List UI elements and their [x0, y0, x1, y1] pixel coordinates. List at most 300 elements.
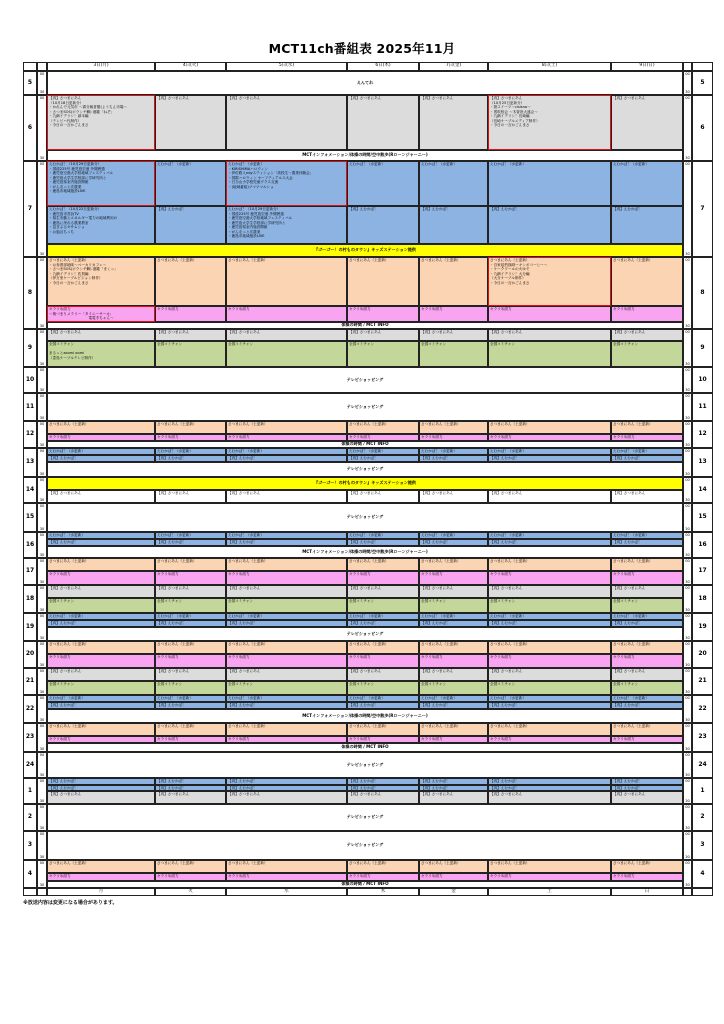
- hour-label-right: 1: [692, 778, 713, 804]
- program-cell[interactable]: えむかぱ！（水更新）: [419, 532, 488, 539]
- program-cell[interactable]: キラリ氷面力: [47, 571, 155, 585]
- program-cell[interactable]: さつまにあん（土更新）: [47, 860, 155, 873]
- footer-blank-minute: [37, 888, 47, 896]
- program-cell[interactable]: さつまにあん（土更新）: [347, 257, 419, 306]
- program-cell[interactable]: さつまにあん（土更新）: [155, 558, 226, 571]
- program-cell[interactable]: キラリ氷面力: [611, 736, 683, 743]
- program-cell[interactable]: えむかぱ！（水更新）: [419, 695, 488, 702]
- hour-label-left: 18: [23, 585, 37, 613]
- program-cell[interactable]: えむかぱ！（水更新）: [419, 448, 488, 455]
- program-cell[interactable]: キラリ氷面力: [419, 571, 488, 585]
- program-cell[interactable]: えむかぱ！（水更新）: [155, 161, 226, 206]
- minute-30: 30: [39, 90, 45, 94]
- program-cell[interactable]: 全国コミチャン: [488, 598, 611, 613]
- minute-30: 30: [39, 718, 45, 722]
- program-cell[interactable]: 【再】えむかぱ！: [155, 702, 226, 709]
- program-cell[interactable]: 【再】えむかぱ！: [155, 455, 226, 462]
- program-cell[interactable]: さつまにあん（土更新）: [611, 421, 683, 434]
- program-cell[interactable]: 【再】さつまにあん: [155, 95, 226, 150]
- program-cell[interactable]: えむかぱ！（水更新）: [419, 613, 488, 620]
- program-cell[interactable]: えむかぱ！（水更新）: [611, 161, 683, 206]
- program-cell[interactable]: 【再】えむかぱ！: [419, 620, 488, 627]
- program-cell[interactable]: 【再】さつまにあん: [347, 490, 419, 503]
- program-cell[interactable]: えむかぱ！（水更新）: [226, 532, 347, 539]
- program-cell[interactable]: さつまにあん（土更新）: [611, 723, 683, 736]
- program-cell[interactable]: さつまにあん（土更新）: [155, 723, 226, 736]
- program-cell[interactable]: 【再】えむかぱ！: [226, 620, 347, 627]
- program-cell[interactable]: 【再】さつまにあん: [347, 95, 419, 150]
- program-cell[interactable]: さつまにあん（土更新）: [488, 421, 611, 434]
- hour-label-left: 2: [23, 804, 37, 831]
- program-cell[interactable]: えむかぱ！（水更新）: [347, 613, 419, 620]
- program-cell[interactable]: さつまにあん（土更新）: [419, 723, 488, 736]
- program-cell[interactable]: 【再】えむかぱ！: [347, 778, 419, 785]
- program-cell[interactable]: 【再】さつまにあん: [488, 585, 611, 598]
- program-block-wide[interactable]: テレビショッピング: [47, 627, 683, 641]
- program-cell[interactable]: 全国コミチャン: [347, 681, 419, 695]
- program-block-wide[interactable]: 『ゴーゴー！の村ものタウン』キッズステーション提供: [47, 244, 683, 257]
- program-cell[interactable]: 【再】さつまにあん （10月18日更新分） ・かれんで元気市 〜霧分朝倉酪(ようちん市場〜 ・さつまSOS(ボランチ鯛) 港籠「ねぞ」 ・九網イデリシ！副本編 （テレビハ代制作） ・今日の一言かごんまさ: [47, 95, 155, 150]
- program-cell[interactable]: 【再】さつまにあん: [47, 329, 155, 341]
- program-cell[interactable]: えむかぱ！（水更新）: [488, 448, 611, 455]
- program-cell[interactable]: 【再】えむかぱ！: [347, 620, 419, 627]
- program-cell[interactable]: 【再】えむかぱ！: [488, 455, 611, 462]
- program-cell[interactable]: 全国コミチャン: [419, 598, 488, 613]
- day-header: 8日(土): [488, 62, 611, 71]
- program-cell[interactable]: さつまにあん（土更新）: [611, 558, 683, 571]
- program-cell[interactable]: さつまにあん（土更新） ・お寿倶部地味〜ベーカリカフェ〜 ・さつまSOS(ボランチ鯛) 港籠「まくっ」 ・九網イデリシ！佐賀編 （伊万里ケーブルビジョン制作） ・今日の一言かごんまさ: [47, 257, 155, 306]
- program-cell[interactable]: えむかぱ！（水更新）: [226, 448, 347, 455]
- program-cell[interactable]: 【再】さつまにあん: [47, 490, 155, 503]
- program-cell[interactable]: 【再】さつまにあん: [47, 668, 155, 681]
- minute-30: 30: [39, 636, 45, 640]
- program-cell[interactable]: 【再】えむかぱ！: [419, 778, 488, 785]
- program-cell[interactable]: キラリ氷面力: [347, 571, 419, 585]
- minute-30: 30: [39, 773, 45, 777]
- program-cell[interactable]: さつまにあん（土更新）: [226, 257, 347, 306]
- hour-label-left: 17: [23, 558, 37, 585]
- program-cell[interactable]: キラリ氷面力: [226, 873, 347, 881]
- program-block-wide[interactable]: テレビショッピング: [47, 752, 683, 778]
- program-cell[interactable]: キラリ氷面力: [419, 306, 488, 322]
- program-block-wide[interactable]: テレビショッピング: [47, 831, 683, 860]
- program-cell[interactable]: さつまにあん（土更新）: [488, 558, 611, 571]
- program-cell[interactable]: 【再】えむかぱ！: [419, 702, 488, 709]
- minute-00: 00: [685, 724, 690, 728]
- program-cell[interactable]: さつまにあん（土更新）: [226, 860, 347, 873]
- hour-label-right: 22: [692, 695, 713, 723]
- program-cell[interactable]: さつまにあん（土更新）: [419, 257, 488, 306]
- program-cell[interactable]: 全国コミチャン: [488, 341, 611, 367]
- program-block-wide[interactable]: 体操の時間 / MCT INFO: [47, 322, 683, 329]
- minute-column-right: [683, 367, 692, 393]
- program-cell[interactable]: えむかぱ！（水更新）: [47, 613, 155, 620]
- footer-blank-minute-right: [683, 888, 692, 896]
- program-cell[interactable]: さつまにあん（土更新）: [611, 257, 683, 306]
- program-cell[interactable]: キラリ氷面力: [419, 654, 488, 668]
- program-cell[interactable]: 【再】さつまにあん: [488, 791, 611, 804]
- program-cell[interactable]: えむかぱ！（水更新）: [347, 695, 419, 702]
- program-cell[interactable]: 【再】さつまにあん: [611, 585, 683, 598]
- program-cell[interactable]: 【再】えむかぱ！: [419, 539, 488, 546]
- program-cell[interactable]: さつまにあん（土更新）: [611, 860, 683, 873]
- program-block-wide[interactable]: MCTインフォメーション/体操の時間/空中散歩(Rローンジャーニー): [47, 546, 683, 558]
- program-cell[interactable]: さつまにあん（土更新）: [347, 421, 419, 434]
- minute-00: 00: [685, 805, 690, 809]
- program-cell[interactable]: キラリ氷面力: [611, 434, 683, 441]
- program-cell[interactable]: えむかぱ！（水更新）: [488, 613, 611, 620]
- program-cell[interactable]: 【再】えむかぱ！: [226, 539, 347, 546]
- program-cell[interactable]: 【再】さつまにあん: [347, 329, 419, 341]
- program-cell[interactable]: 【再】えむかぱ！: [47, 785, 155, 791]
- program-cell[interactable]: 【再】えむかぱ！: [347, 206, 419, 244]
- minute-30: 30: [39, 498, 45, 502]
- hour-label-right: 2: [692, 804, 713, 831]
- minute-column-left: [37, 641, 47, 668]
- minute-column-left: [37, 860, 47, 888]
- program-cell[interactable]: 【再】えむかぱ！: [226, 702, 347, 709]
- program-cell[interactable]: 【再】えむかぱ！: [611, 620, 683, 627]
- program-cell[interactable]: 全国コミチャン: [611, 341, 683, 367]
- minute-30: 30: [685, 799, 690, 803]
- program-cell[interactable]: 【再】えむかぱ！: [155, 620, 226, 627]
- program-cell[interactable]: 【再】えむかぱ！: [611, 785, 683, 791]
- program-cell[interactable]: 全国コミチャン: [155, 341, 226, 367]
- program-block-wide[interactable]: テレビショッピング: [47, 393, 683, 421]
- program-cell[interactable]: キラリ氷面力: [155, 434, 226, 441]
- program-cell[interactable]: キラリ氷面力: [488, 571, 611, 585]
- program-cell[interactable]: 【再】えむかぱ！: [488, 702, 611, 709]
- program-block-wide[interactable]: 体操の時間 / MCT INFO: [47, 743, 683, 752]
- minute-00: 00: [685, 72, 690, 76]
- minute-00: 00: [39, 422, 45, 426]
- program-cell[interactable]: 【再】えむかぱ！: [488, 785, 611, 791]
- program-cell[interactable]: さつまにあん（土更新）: [155, 421, 226, 434]
- minute-30: 30: [39, 416, 45, 420]
- program-cell[interactable]: 【再】えむかぱ！: [347, 702, 419, 709]
- day-header: 3日(月): [47, 62, 155, 71]
- program-cell[interactable]: さつまにあん（土更新）: [419, 860, 488, 873]
- program-cell[interactable]: 【再】えむかぱ！: [611, 778, 683, 785]
- program-cell[interactable]: さつまにあん（土更新）: [488, 641, 611, 654]
- program-cell[interactable]: キラリ氷面力: [47, 873, 155, 881]
- program-cell[interactable]: さつまにあん（土更新）: [347, 558, 419, 571]
- program-cell[interactable]: えむかぱ！（水更新）: [155, 532, 226, 539]
- program-cell[interactable]: 全国コミチャン: [419, 681, 488, 695]
- program-cell[interactable]: 【再】さつまにあん: [47, 585, 155, 598]
- program-cell[interactable]: 【再】えむかぱ！: [47, 620, 155, 627]
- program-cell[interactable]: キラリ氷面力: [47, 654, 155, 668]
- program-cell[interactable]: さつまにあん（土更新）: [47, 421, 155, 434]
- program-cell[interactable]: キラリ氷面力: [488, 736, 611, 743]
- minute-30: 30: [39, 388, 45, 392]
- program-cell[interactable]: えむかぱ！（水更新）: [611, 695, 683, 702]
- program-cell[interactable]: キラリ氷面力: [488, 434, 611, 441]
- program-cell[interactable]: さつまにあん（土更新）: [488, 723, 611, 736]
- minute-column-right: [683, 448, 692, 477]
- program-cell[interactable]: えむかぱ！（10月29日更新分） ・国道225号 鹿児島空港 外側囲通 ・鹿児島空港大学校地域フェスティバル ・鹿児島大学生学校部に学研究所と ・鹿児島県室内施設開館 ・がん走っと次農業 ・鹿島市地域施設LIVE: [47, 161, 155, 206]
- program-cell[interactable]: 【再】えむかぱ！: [611, 702, 683, 709]
- program-cell[interactable]: 【再】さつまにあん: [419, 585, 488, 598]
- program-cell[interactable]: 【再】えむかぱ！: [611, 539, 683, 546]
- program-cell[interactable]: 【再】さつまにあん: [226, 791, 347, 804]
- program-cell[interactable]: 【再】さつまにあん: [155, 329, 226, 341]
- program-cell[interactable]: さつまにあん（土更新）: [47, 558, 155, 571]
- program-cell[interactable]: 【再】えむかぱ！: [488, 539, 611, 546]
- minute-30: 30: [685, 527, 690, 531]
- program-cell[interactable]: 全国コミチャン: [155, 598, 226, 613]
- program-cell[interactable]: えむかぱ！（水更新）: [611, 532, 683, 539]
- program-cell[interactable]: キラリ氷面力: [611, 306, 683, 322]
- program-cell[interactable]: キラリ氷面力: [419, 434, 488, 441]
- program-cell[interactable]: キラリ氷面力: [611, 571, 683, 585]
- program-cell[interactable]: 【再】さつまにあん: [155, 490, 226, 503]
- program-cell[interactable]: えむかぱ！（水更新）: [47, 695, 155, 702]
- program-cell[interactable]: 【再】えむかぱ！: [488, 206, 611, 244]
- program-cell[interactable]: さつまにあん（土更新）: [488, 860, 611, 873]
- program-cell[interactable]: さつまにあん（土更新）: [419, 641, 488, 654]
- program-cell[interactable]: さつまにあん（土更新）: [226, 558, 347, 571]
- program-cell[interactable]: えむかぱ！（水更新）: [226, 695, 347, 702]
- program-block-wide[interactable]: テレビショッピング: [47, 367, 683, 393]
- program-cell[interactable]: キラリ氷面力: [347, 736, 419, 743]
- program-block-wide[interactable]: えんてれ: [47, 71, 683, 95]
- program-cell[interactable]: 【再】えむかぱ！: [155, 778, 226, 785]
- program-cell[interactable]: えむかぱ！（水更新） ・KIRISHIMAハロウィン ・伊佐路入ndyスティション「高校生〜農業体験会」 ・国際ハロウィン セーフティアルス大会 ・日当山小学校児童グラス交流 ・(地域番組)ツマツマルショ: [226, 161, 347, 206]
- program-cell[interactable]: えむかぱ！（水更新）: [47, 532, 155, 539]
- program-cell[interactable]: えむかぱ！（水更新）: [488, 695, 611, 702]
- program-cell[interactable]: 全国コミチャン: [226, 598, 347, 613]
- program-cell[interactable]: キラリ氷面力: [226, 654, 347, 668]
- program-cell[interactable]: 全国コミチャン: [226, 681, 347, 695]
- program-cell[interactable]: 全国コミチャン まるっとzoomi oomi （豊島ケーブルテレビ制作）: [47, 341, 155, 367]
- program-cell[interactable]: キラリ氷面力: [155, 873, 226, 881]
- minute-30: 30: [39, 252, 45, 256]
- program-cell[interactable]: 【再】さつまにあん: [226, 490, 347, 503]
- program-cell[interactable]: 【再】えむかぱ！: [47, 455, 155, 462]
- program-cell[interactable]: 【再】えむかぱ！: [347, 785, 419, 791]
- minute-00: 00: [39, 724, 45, 728]
- hour-label-left: 22: [23, 695, 37, 723]
- program-cell[interactable]: キラリ氷面力: [347, 654, 419, 668]
- program-cell[interactable]: 【再】さつまにあん: [47, 791, 155, 804]
- program-cell[interactable]: キラリ氷面力: [226, 434, 347, 441]
- program-cell[interactable]: さつまにあん（土更新）: [155, 860, 226, 873]
- program-cell[interactable]: 全国コミチャン: [347, 598, 419, 613]
- program-cell[interactable]: 全国コミチャン: [347, 341, 419, 367]
- program-cell[interactable]: さつまにあん（土更新）: [226, 723, 347, 736]
- program-cell[interactable]: 【再】えむかぱ！: [155, 539, 226, 546]
- minute-column-right: [683, 477, 692, 503]
- program-cell[interactable]: キラリ氷面力: [611, 873, 683, 881]
- program-cell[interactable]: えむかぱ！（水更新）: [347, 161, 419, 206]
- program-block-wide[interactable]: 体操の時間 / MCT INFO: [47, 441, 683, 448]
- program-cell[interactable]: キラリ氷面力: [47, 736, 155, 743]
- program-cell[interactable]: えむかぱ！（水更新）: [155, 613, 226, 620]
- program-cell[interactable]: キラリ氷面力: [419, 873, 488, 881]
- program-cell[interactable]: 【再】さつまにあん: [226, 668, 347, 681]
- program-cell[interactable]: 【再】えむかぱ！: [226, 455, 347, 462]
- program-cell[interactable]: さつまにあん（土更新）: [226, 641, 347, 654]
- program-cell[interactable]: キラリ氷面力: [226, 736, 347, 743]
- program-cell[interactable]: 【再】さつまにあん: [226, 329, 347, 341]
- minute-00: 00: [39, 753, 45, 757]
- program-cell[interactable]: 全国コミチャン: [47, 681, 155, 695]
- program-cell[interactable]: 全国コミチャン: [47, 598, 155, 613]
- program-cell[interactable]: 全国コミチャン: [419, 341, 488, 367]
- program-cell[interactable]: さつまにあん（土更新）: [155, 641, 226, 654]
- footer-day: 月: [47, 888, 155, 896]
- program-cell[interactable]: えむかぱ！（10月29日更新分） ・国道225号 鹿児島空港 外側囲通 ・鹿児島空港大学校地域フェスティバル ・鹿児島大学生学校部に学研究所と ・鹿児島県室内施設開館 ・がん走っと次農業 ・鹿島市地域施設LIVE: [226, 206, 347, 244]
- program-cell[interactable]: キラリ氷面力: [347, 306, 419, 322]
- program-cell[interactable]: さつまにあん（土更新）: [47, 723, 155, 736]
- program-cell[interactable]: 【再】えむかぱ！: [419, 455, 488, 462]
- program-cell[interactable]: キラリ氷面力: [155, 736, 226, 743]
- program-cell[interactable]: さつまにあん（土更新）: [347, 641, 419, 654]
- program-cell[interactable]: キラリ氷面力: [155, 654, 226, 668]
- program-cell[interactable]: さつまにあん（土更新）: [47, 641, 155, 654]
- hour-label-left: 1: [23, 778, 37, 804]
- program-cell[interactable]: さつまにあん（土更新）: [347, 723, 419, 736]
- program-cell[interactable]: 【再】さつまにあん: [611, 668, 683, 681]
- program-block-wide[interactable]: テレビショッピング: [47, 503, 683, 532]
- program-cell[interactable]: さつまにあん（土更新）: [419, 421, 488, 434]
- program-block-wide[interactable]: 体操の時間 / MCT INFO: [47, 881, 683, 888]
- program-cell[interactable]: 【再】えむかぱ！: [155, 785, 226, 791]
- program-cell[interactable]: えむかぱ！（水更新）: [488, 161, 611, 206]
- program-cell[interactable]: 【再】えむかぱ！: [226, 785, 347, 791]
- hour-label-right: 15: [692, 503, 713, 532]
- program-cell[interactable]: 【再】さつまにあん: [155, 791, 226, 804]
- program-cell[interactable]: 【再】さつまにあん: [611, 490, 683, 503]
- program-cell[interactable]: キラリ氷面力: [226, 571, 347, 585]
- minute-column-left: [37, 329, 47, 367]
- program-cell[interactable]: キラリ氷面力 〜街づまりメラリー「タイニーサーカ」 電電手ちゃん〜: [47, 306, 155, 322]
- program-cell[interactable]: 全国コミチャン: [226, 341, 347, 367]
- program-cell[interactable]: えむかぱ！（水更新）: [611, 448, 683, 455]
- program-cell[interactable]: さつまにあん（土更新）: [419, 558, 488, 571]
- program-cell[interactable]: 【再】さつまにあん: [611, 95, 683, 150]
- program-cell[interactable]: えむかぱ！（水更新）: [155, 448, 226, 455]
- minute-30: 30: [39, 883, 45, 887]
- footnote: ※放送内容は変更になる場合があります。: [23, 900, 118, 906]
- program-cell[interactable]: 【再】さつまにあん （10月25日更新分） ・熱スイーツ〜cisisno〜 ・図吹校会 〜木曽祝大盛会〜 ・九網イデリシ！長崎編 （長崎ケーブルメディア制作） ・今日の一言かごんまさ: [488, 95, 611, 150]
- minute-30: 30: [685, 636, 690, 640]
- program-cell[interactable]: キラリ氷面力: [47, 434, 155, 441]
- program-cell[interactable]: 【再】えむかぱ！: [611, 206, 683, 244]
- program-cell[interactable]: キラリ氷面力: [155, 571, 226, 585]
- program-cell[interactable]: キラリ氷面力: [419, 736, 488, 743]
- program-cell[interactable]: 【再】さつまにあん: [488, 329, 611, 341]
- program-cell[interactable]: 【再】えむかぱ！: [155, 206, 226, 244]
- program-cell[interactable]: えむかぱ！（水更新）: [347, 448, 419, 455]
- program-cell[interactable]: 【再】えむかぱ！: [419, 206, 488, 244]
- program-block-wide[interactable]: テレビショッピング: [47, 804, 683, 831]
- minute-00: 00: [39, 478, 45, 482]
- hour-label-right: 20: [692, 641, 713, 668]
- program-cell[interactable]: さつまにあん（土更新）: [226, 421, 347, 434]
- program-cell[interactable]: 【再】さつまにあん: [419, 668, 488, 681]
- program-cell[interactable]: キラリ氷面力: [488, 306, 611, 322]
- program-cell[interactable]: さつまにあん（土更新）: [155, 257, 226, 306]
- program-block-wide[interactable]: MCTインフォメーション/体操の時間/空中散歩(Rローンジャーニー): [47, 150, 683, 161]
- minute-30: 30: [39, 580, 45, 584]
- program-cell[interactable]: 全国コミチャン: [488, 681, 611, 695]
- program-cell[interactable]: えむかぱ！（水更新）: [488, 532, 611, 539]
- program-cell[interactable]: 【再】えむかぱ！: [347, 455, 419, 462]
- program-cell[interactable]: キラリ氷面力: [155, 306, 226, 322]
- program-cell[interactable]: 【再】さつまにあん: [419, 791, 488, 804]
- program-cell[interactable]: キラリ氷面力: [488, 654, 611, 668]
- program-cell[interactable]: 【再】さつまにあん: [347, 585, 419, 598]
- program-cell[interactable]: 【再】さつまにあん: [347, 791, 419, 804]
- hour-label-right: 24: [692, 752, 713, 778]
- program-cell[interactable]: 【再】さつまにあん: [488, 668, 611, 681]
- program-cell[interactable]: 【再】さつまにあん: [611, 791, 683, 804]
- program-cell[interactable]: 【再】えむかぱ！: [419, 785, 488, 791]
- hour-label-left: 24: [23, 752, 37, 778]
- program-cell[interactable]: キラリ氷面力: [347, 434, 419, 441]
- program-cell[interactable]: 【再】えむかぱ！: [47, 539, 155, 546]
- program-cell[interactable]: 【再】さつまにあん: [226, 585, 347, 598]
- program-cell[interactable]: 【再】さつまにあん: [488, 490, 611, 503]
- program-cell[interactable]: 【再】えむかぱ！: [488, 620, 611, 627]
- program-cell[interactable]: 全国コミチャン: [611, 598, 683, 613]
- program-cell[interactable]: えむかぱ！（水更新）: [611, 613, 683, 620]
- program-cell[interactable]: さつまにあん（土更新）: [611, 641, 683, 654]
- program-cell[interactable]: えむかぱ！（水更新）: [419, 161, 488, 206]
- program-cell[interactable]: 全国コミチャン: [155, 681, 226, 695]
- program-block-wide[interactable]: テレビショッピング: [47, 462, 683, 477]
- program-cell[interactable]: 【再】さつまにあん: [419, 490, 488, 503]
- minute-30: 30: [685, 553, 690, 557]
- program-cell[interactable]: えむかぱ！（水更新）: [155, 695, 226, 702]
- program-cell[interactable]: さつまにあん（土更新）: [347, 860, 419, 873]
- program-cell[interactable]: 全国コミチャン: [611, 681, 683, 695]
- program-cell[interactable]: 【再】えむかぱ！: [47, 778, 155, 785]
- program-cell[interactable]: 【再】さつまにあん: [347, 668, 419, 681]
- program-cell[interactable]: 【再】えむかぱ！: [47, 702, 155, 709]
- program-cell[interactable]: 【再】さつまにあん: [611, 329, 683, 341]
- program-cell[interactable]: さつまにあん（土更新） ・自家焙煎珈琲ーキンポコーヒー〜 ・ケークワールの火ゆで ・九網イデリシ！大分編 （大分ケーブル制作） ・今日の一言かごんまさ: [488, 257, 611, 306]
- hour-label-left: 9: [23, 329, 37, 367]
- program-block-wide[interactable]: 『ゴーゴー！の村ものタウン』キッズステーション提供: [47, 477, 683, 490]
- program-cell[interactable]: キラリ氷面力: [347, 873, 419, 881]
- day-header: 9日(日): [611, 62, 683, 71]
- program-cell[interactable]: えむかぱ！（10月22日更新分） ・鹿児島市営浜TV ・県生市動とエネルギー電力の地域利用の ・鹿島に戻れる農業教室 ・息ぎぶるキサムショ ・お風呂ちっち: [47, 206, 155, 244]
- program-cell[interactable]: 【再】えむかぱ！: [226, 778, 347, 785]
- program-cell[interactable]: 【再】さつまにあん: [419, 95, 488, 150]
- program-cell[interactable]: えむかぱ！（水更新）: [226, 613, 347, 620]
- program-cell[interactable]: 【再】さつまにあん: [155, 668, 226, 681]
- program-cell[interactable]: 【再】えむかぱ！: [611, 455, 683, 462]
- minute-30: 30: [39, 799, 45, 803]
- program-cell[interactable]: 【再】えむかぱ！: [347, 539, 419, 546]
- program-cell[interactable]: キラリ氷面力: [226, 306, 347, 322]
- program-cell[interactable]: えむかぱ！（水更新）: [347, 532, 419, 539]
- hour-label-left: 6: [23, 95, 37, 161]
- minute-30: 30: [685, 608, 690, 612]
- program-cell[interactable]: キラリ氷面力: [488, 873, 611, 881]
- program-cell[interactable]: キラリ氷面力: [611, 654, 683, 668]
- program-cell[interactable]: えむかぱ！（水更新）: [47, 448, 155, 455]
- program-cell[interactable]: 【再】さつまにあん: [155, 585, 226, 598]
- program-cell[interactable]: 【再】さつまにあん: [419, 329, 488, 341]
- program-cell[interactable]: 【再】さつまにあん: [226, 95, 347, 150]
- program-block-wide[interactable]: MCTインフォメーション/体操の時間/空中散歩(Rローンジャーニー): [47, 709, 683, 723]
- program-cell[interactable]: 【再】えむかぱ！: [488, 778, 611, 785]
- minute-30: 30: [685, 324, 690, 328]
